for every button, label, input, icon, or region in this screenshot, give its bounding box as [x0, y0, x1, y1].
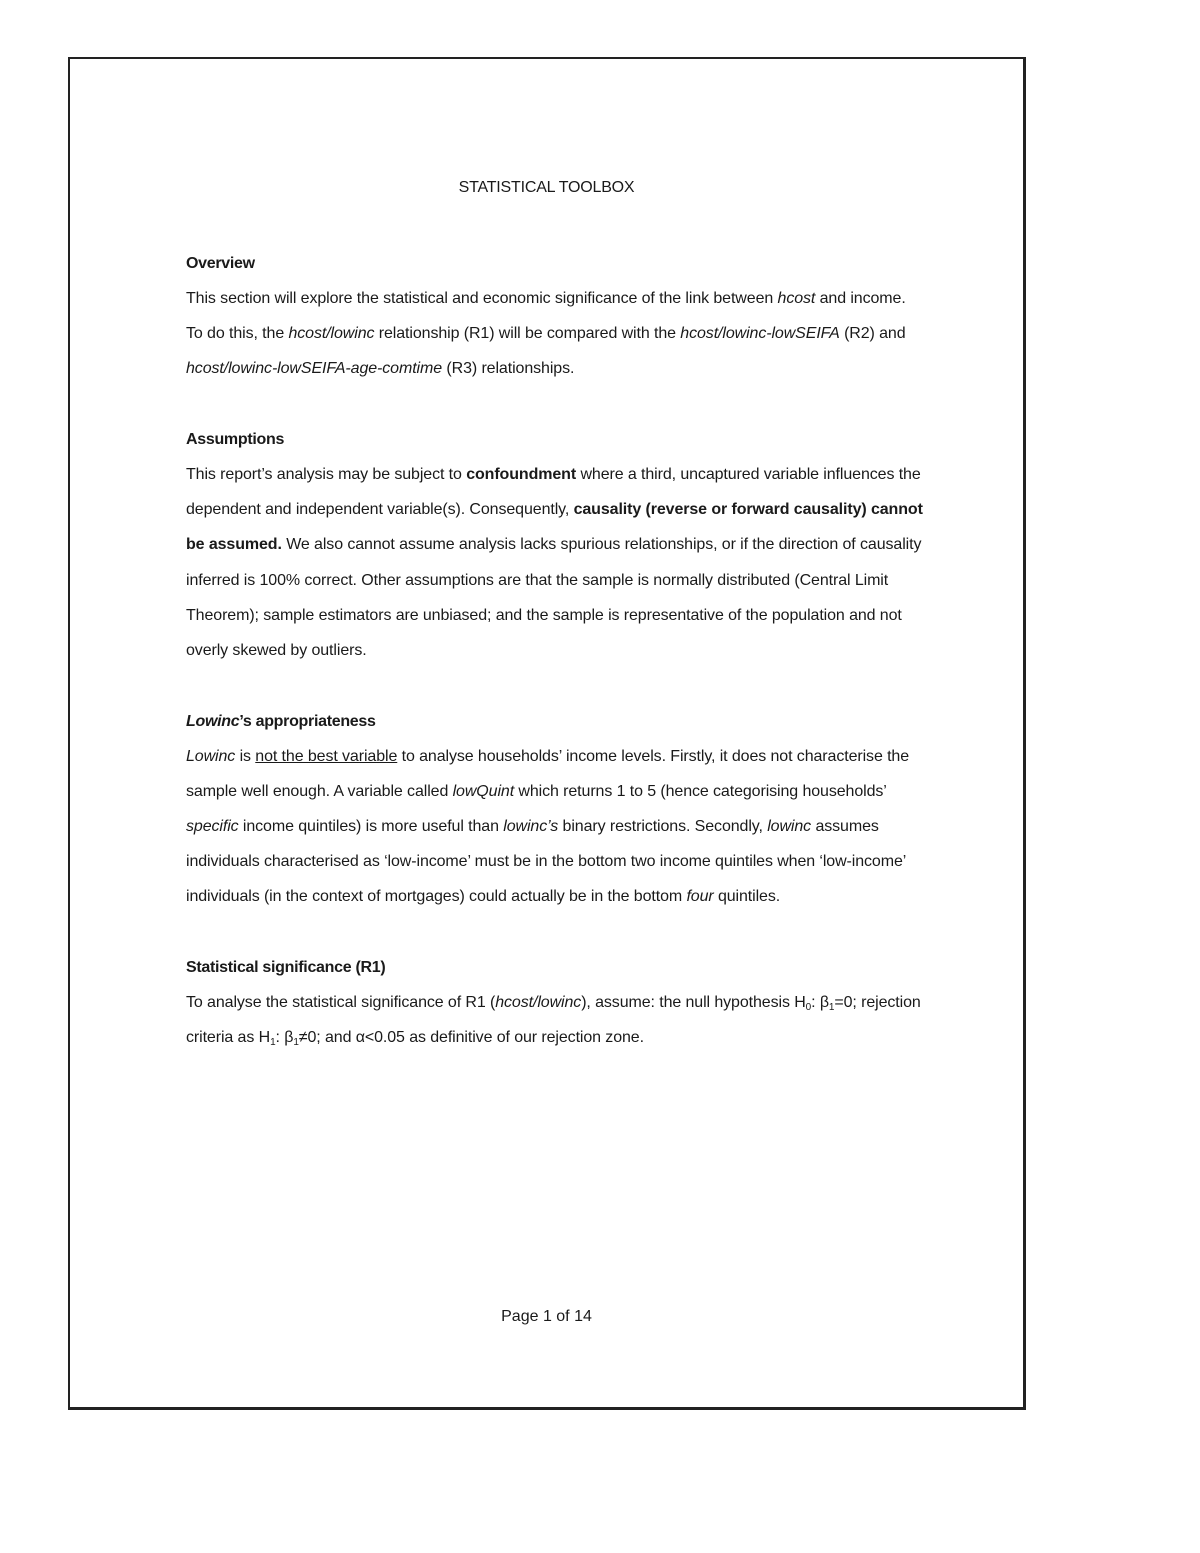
variable-name: hcost/lowinc [495, 994, 582, 1012]
subscript: 1 [293, 1037, 299, 1049]
text-run: : β [811, 994, 829, 1012]
document-page [68, 57, 1026, 1410]
text-run: : β [275, 1029, 294, 1047]
text-run: ≠0; and α<0.05 as definitive of our rejection zone. [298, 1029, 644, 1047]
section-lowinc [186, 704, 926, 914]
text-run: We also cannot assume analysis lacks spurious relationships, or if the direction of causality inferred is 100% correct. Other assumptions are that the sample is normally distributed (Central Limit Theorem); sample estimators are unbiased; and the sample is representative of the population and not overly skewed by outliers. [186, 536, 922, 659]
significance-paragraph [186, 985, 926, 1055]
bold-term: confoundment [466, 466, 577, 484]
section-assumptions [186, 422, 926, 668]
bold-term: causality (reverse or forward causality) cannot be assumed. [186, 501, 923, 554]
section-overview [186, 246, 926, 386]
variable-name: Lowinc [186, 747, 236, 765]
text-run: quintiles. [713, 888, 781, 906]
variable-name: lowinc’s [503, 818, 559, 836]
text-run: (R2) and [839, 325, 906, 343]
page-number: Page 1 of 14 [501, 1308, 592, 1325]
lowinc-paragraph [186, 739, 926, 914]
subscript: 1 [828, 1002, 835, 1014]
emphasis: four [686, 888, 714, 906]
significance-heading: Statistical significance (R1) [186, 959, 386, 977]
variable-name: hcost [777, 290, 816, 307]
text-run: =0; rejection criteria as H [186, 994, 921, 1047]
variable-name: hcost/lowinc [288, 325, 375, 343]
text-run: where a third, uncaptured variable influences the dependent and independent variable(s). Consequently, [186, 466, 921, 519]
text-run: (R3) relationships. [442, 360, 575, 378]
variable-name: hcost/lowinc-lowSEIFA-age-comtime [186, 360, 443, 378]
text-run: and income. To do this, the [186, 290, 906, 343]
document-title: STATISTICAL TOOLBOX [458, 179, 635, 196]
text-run: which returns 1 to 5 (hence categorising households’ [514, 782, 887, 800]
subscript: 1 [270, 1037, 276, 1049]
assumptions-heading: Assumptions [186, 431, 285, 449]
text-run: is [235, 747, 256, 765]
variable-name: lowQuint [452, 782, 515, 800]
emphasis: specific [186, 818, 239, 836]
section-statistical-significance [186, 950, 926, 1055]
lowinc-heading [186, 704, 926, 739]
text-run: binary restrictions. Secondly, [558, 818, 768, 836]
text-run: To analyse the statistical significance of R1 ( [186, 994, 496, 1012]
underlined-phrase: not the best variable [255, 747, 398, 765]
document-body [186, 246, 926, 1056]
overview-heading: Overview [186, 255, 255, 272]
text-run: to analyse households’ income levels. Firstly, it does not characterise the sample well enough. A variable called [186, 747, 910, 800]
variable-name: Lowinc [186, 712, 240, 730]
text-run: relationship (R1) will be compared with the [374, 325, 681, 343]
variable-name: lowinc [767, 818, 812, 836]
subscript: 0 [805, 1002, 812, 1014]
overview-paragraph [186, 281, 926, 386]
text-run: assumes individuals characterised as ‘low-income’ must be in the bottom two income quintiles when ‘low-income’ individuals (in the context of mortgages) could actually be in the bottom [186, 818, 906, 906]
text-run: This section will explore the statistical and economic significance of the link between [186, 290, 778, 307]
variable-name: hcost/lowinc-lowSEIFA [680, 325, 840, 343]
text-run: ), assume: the null hypothesis H [581, 994, 806, 1012]
text-run: income quintiles) is more useful than [238, 818, 504, 836]
assumptions-paragraph [186, 457, 926, 668]
text-run: ’s appropriateness [239, 712, 376, 730]
text-run: This report’s analysis may be subject to [186, 466, 467, 484]
